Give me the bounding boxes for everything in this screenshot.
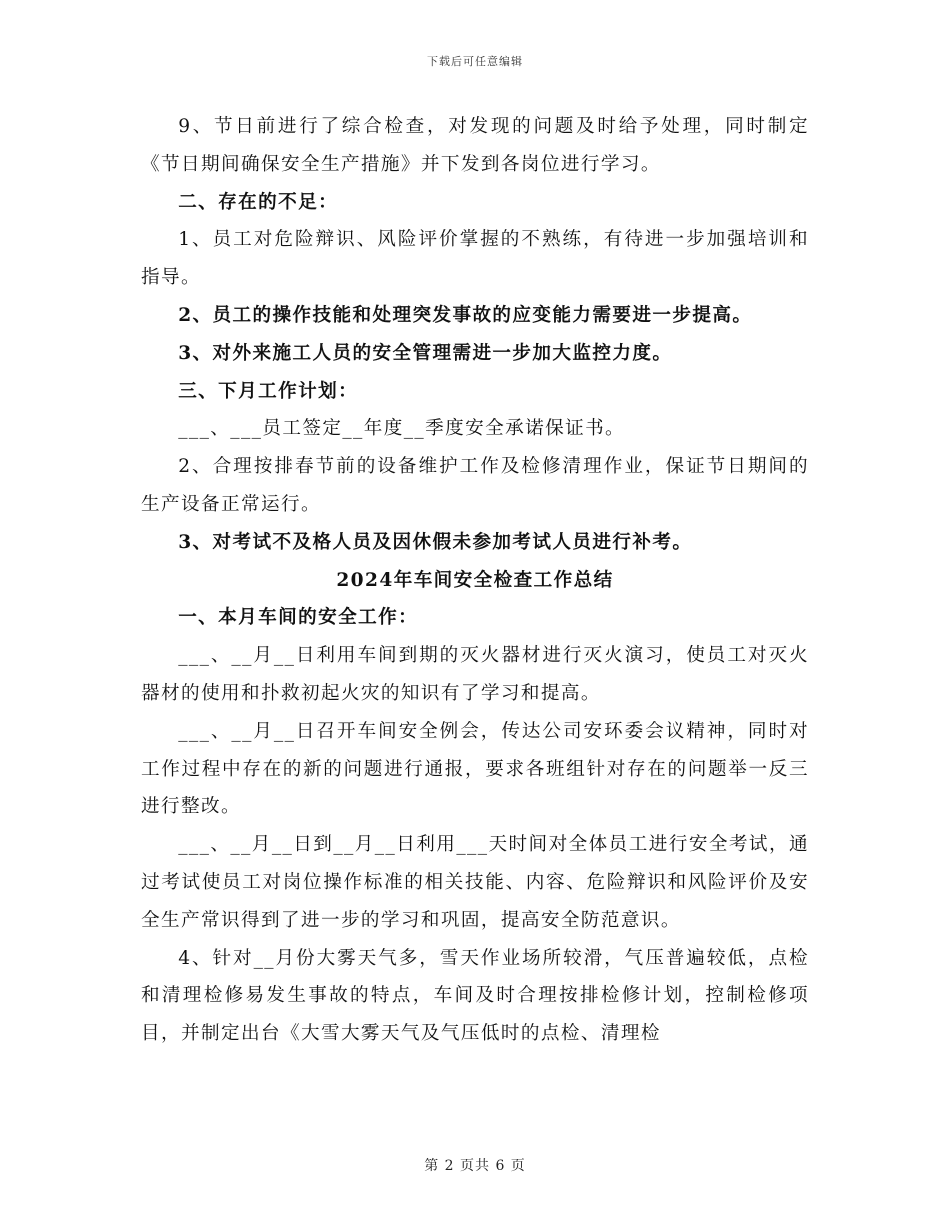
document-title: 2024年车间安全检查工作总结 xyxy=(336,569,614,591)
paragraph-work-3: ___、__月__日到__月__日利用___天时间对全体员工进行安全考试，通过考试使员工对岗位操作标准的相关技能、内容、危险辩识和风险评价及安全生产常识得到了进一步的学习和巩固，提高安全防范意识。 xyxy=(141,834,809,931)
paragraph-work-4: 4、针对__月份大雾天气多，雪天作业场所较滑，气压普遍较低，点检和清理检修易发生事故的特点，车间及时合理按排检修计划，控制检修项目，并制定出台《大雪大雾天气及气压低时的点检、清理检 xyxy=(141,947,809,1045)
paragraph-plan-3: 3、对考试不及格人员及因休假未参加考试人员进行补考。 xyxy=(178,531,693,553)
paragraph-work-2: ___、__月__日召开车间安全例会，传达公司安环委会议精神，同时对工作过程中存在的新的问题进行通报，要求各班组针对存在的问题举一反三进行整改。 xyxy=(141,720,809,818)
section-heading-monthly-work: 一、本月车间的安全工作： xyxy=(178,607,419,629)
page-footer: 第 2 页共 6 页 xyxy=(424,1158,526,1174)
paragraph-shortcoming-2: 2、员工的操作技能和处理突发事故的应变能力需要进一步提高。 xyxy=(178,304,753,326)
paragraph-plan-2: 2、合理按排春节前的设备维护工作及检修清理作业，保证节日期间的生产设备正常运行。 xyxy=(141,456,809,515)
section-heading-shortcomings: 二、存在的不足： xyxy=(178,191,339,213)
document-body xyxy=(141,108,809,1053)
paragraph-shortcoming-1: 1、员工对危险辩识、风险评价掌握的不熟练，有待进一步加强培训和指导。 xyxy=(141,229,809,289)
paragraph-work-1: ___、__月__日利用车间到期的灭火器材进行灭火演习，使员工对灭火器材的使用和扑救初起火灾的知识有了学习和提高。 xyxy=(141,645,809,704)
section-heading-next-month-plan: 三、下月工作计划： xyxy=(178,380,359,402)
paragraph-plan-1: ___、___员工签定__年度__季度安全承诺保证书。 xyxy=(178,418,626,440)
paragraph-item-9: 9、节日前进行了综合检查，对发现的问题及时给予处理，同时制定《节日期间确保安全生产措施》并下发到各岗位进行学习。 xyxy=(141,116,809,175)
paragraph-shortcoming-3: 3、对外来施工人员的安全管理需进一步加大监控力度。 xyxy=(178,342,673,364)
page-header: 下载后可任意编辑 xyxy=(427,55,523,68)
